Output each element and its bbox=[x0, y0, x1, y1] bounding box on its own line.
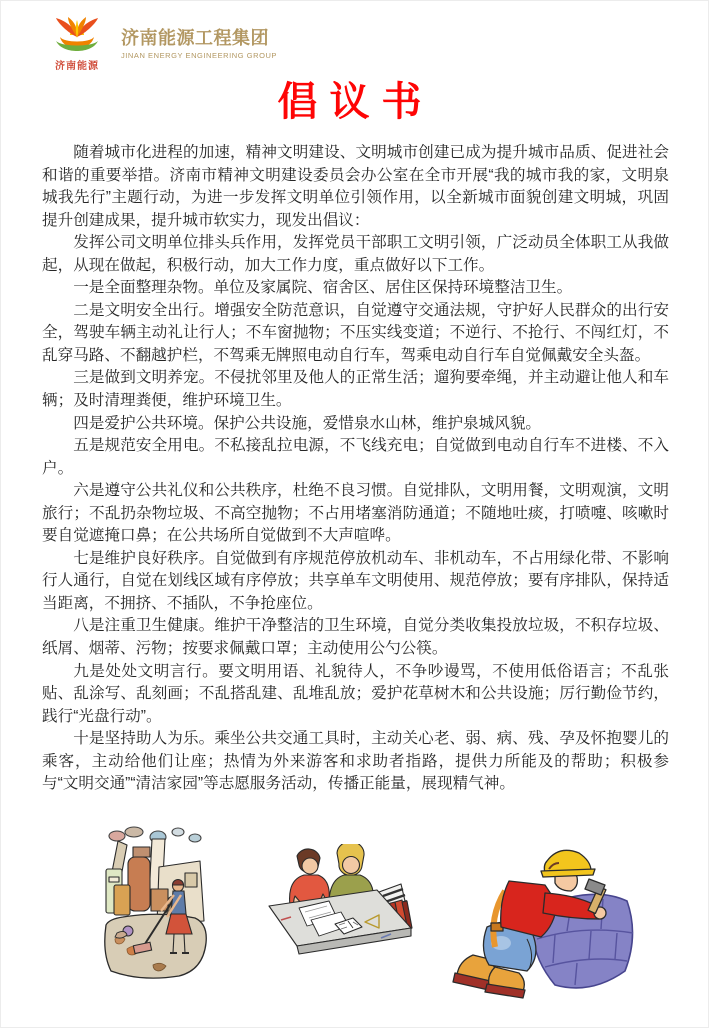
company-name-block bbox=[121, 17, 277, 60]
body-paragraph: 一是全面整理杂物。单位及家属院、宿舍区、居住区保持环境整洁卫生。 bbox=[73, 279, 573, 297]
body-paragraph: 五是规范安全用电。不私接乱拉电源，不飞线充电；自觉做到电动自行车不进楼、不入户。 bbox=[42, 437, 669, 477]
company-name-cn: 济南能源工程集团 bbox=[121, 28, 269, 48]
company-logo bbox=[47, 17, 107, 72]
document-title: 倡议书 bbox=[277, 80, 434, 124]
body-paragraph: 九是处处文明言行。要文明用语、礼貌待人，不争吵谩骂，不使用低俗语言；不乱张贴、乱涂写、乱刻画；不乱搭乱建、乱堆乱放；爱护花草树木和公共设施；厉行勤俭节约，践行“光盘行动”。 bbox=[42, 662, 669, 725]
body-paragraph: 八是注重卫生健康。维护干净整洁的卫生环境，自觉分类收集投放垃圾，不积存垃圾、纸屑、烟蒂、污物；按要求佩戴口罩；主动使用公勺公筷。 bbox=[42, 617, 669, 658]
document-body bbox=[42, 142, 669, 796]
lotus-flower-icon bbox=[50, 17, 104, 56]
body-paragraph: 四是爱护公共环境。保护公共设施，爱惜泉水山林，维护泉城风貌。 bbox=[73, 414, 542, 432]
body-paragraph: 七是维护良好秩序。自觉做到有序规范停放机动车、非机动车，不占用绿化带、不影响行人通行，自觉在划线区域有序停放；共享单车文明使用、规范停放；要有序排队，保持适当距离，不拥挤、不插队，不争抢座位。 bbox=[42, 549, 669, 612]
logo-caption: 济南能源 bbox=[55, 61, 99, 72]
company-header bbox=[47, 17, 277, 72]
body-paragraph: 发挥公司文明单位排头兵作用，发挥党员干部职工文明引领，广泛动员全体职工从我做起，从现在做起，积极行动，加大工作力度，重点做好以下工作。 bbox=[42, 234, 669, 274]
body-paragraph: 三是做到文明养宠。不侵扰邻里及他人的正常生活；遛狗要牵绳，并主动避让他人和车辆；及时清理粪便，维护环境卫生。 bbox=[42, 369, 669, 410]
construction-worker-illustration bbox=[443, 843, 643, 1006]
body-paragraph: 随着城市化进程的加速，精神文明建设、文明城市创建已成为提升城市品质、促进社会和谐的重要举措。济南市精神文明建设委员会办公室在全市开展“我的城市我的家，文明泉城我先行”主题行动，为进一步发挥文明单位引领作用，以全新城市面貌创建文明城，巩固提升创建成果，提升城市软实力，现发出倡议： bbox=[42, 144, 669, 229]
studying-together-illustration bbox=[261, 844, 417, 964]
company-name-en: JINAN ENERGY ENGINEERING GROUP bbox=[121, 51, 277, 60]
body-paragraph: 十是坚持助人为乐。乘坐公共交通工具时，主动关心老、弱、病、残、孕及怀抱婴儿的乘客，主动给他们让座；热情为外来游客和求助者指路，提供力所能及的帮助；积极参与“文明交通”“清洁家园”等志愿服务活动，传播正能量，展现精气神。 bbox=[42, 730, 669, 793]
body-paragraph: 六是遵守公共礼仪和公共秩序，杜绝不良习惯。自觉排队，文明用餐，文明观演，文明旅行；不乱扔杂物垃圾、不高空抛物；不占用堵塞消防通道；不随地吐痰，打喷嚏、咳嗽时要自觉遮掩口鼻；在公共场所自觉做到不大声喧哗。 bbox=[42, 482, 669, 545]
factory-cleanup-illustration bbox=[101, 825, 209, 983]
body-paragraph: 二是文明安全出行。增强安全防范意识，自觉遵守交通法规，守护好人民群众的出行安全，驾驶车辆主动礼让行人；不车窗抛物；不压实线变道；不逆行、不抢行、不闯红灯，不乱穿马路、不翻越护栏，不驾乘无牌照电动自行车，驾乘电动自行车自觉佩戴安全头盔。 bbox=[42, 301, 669, 364]
